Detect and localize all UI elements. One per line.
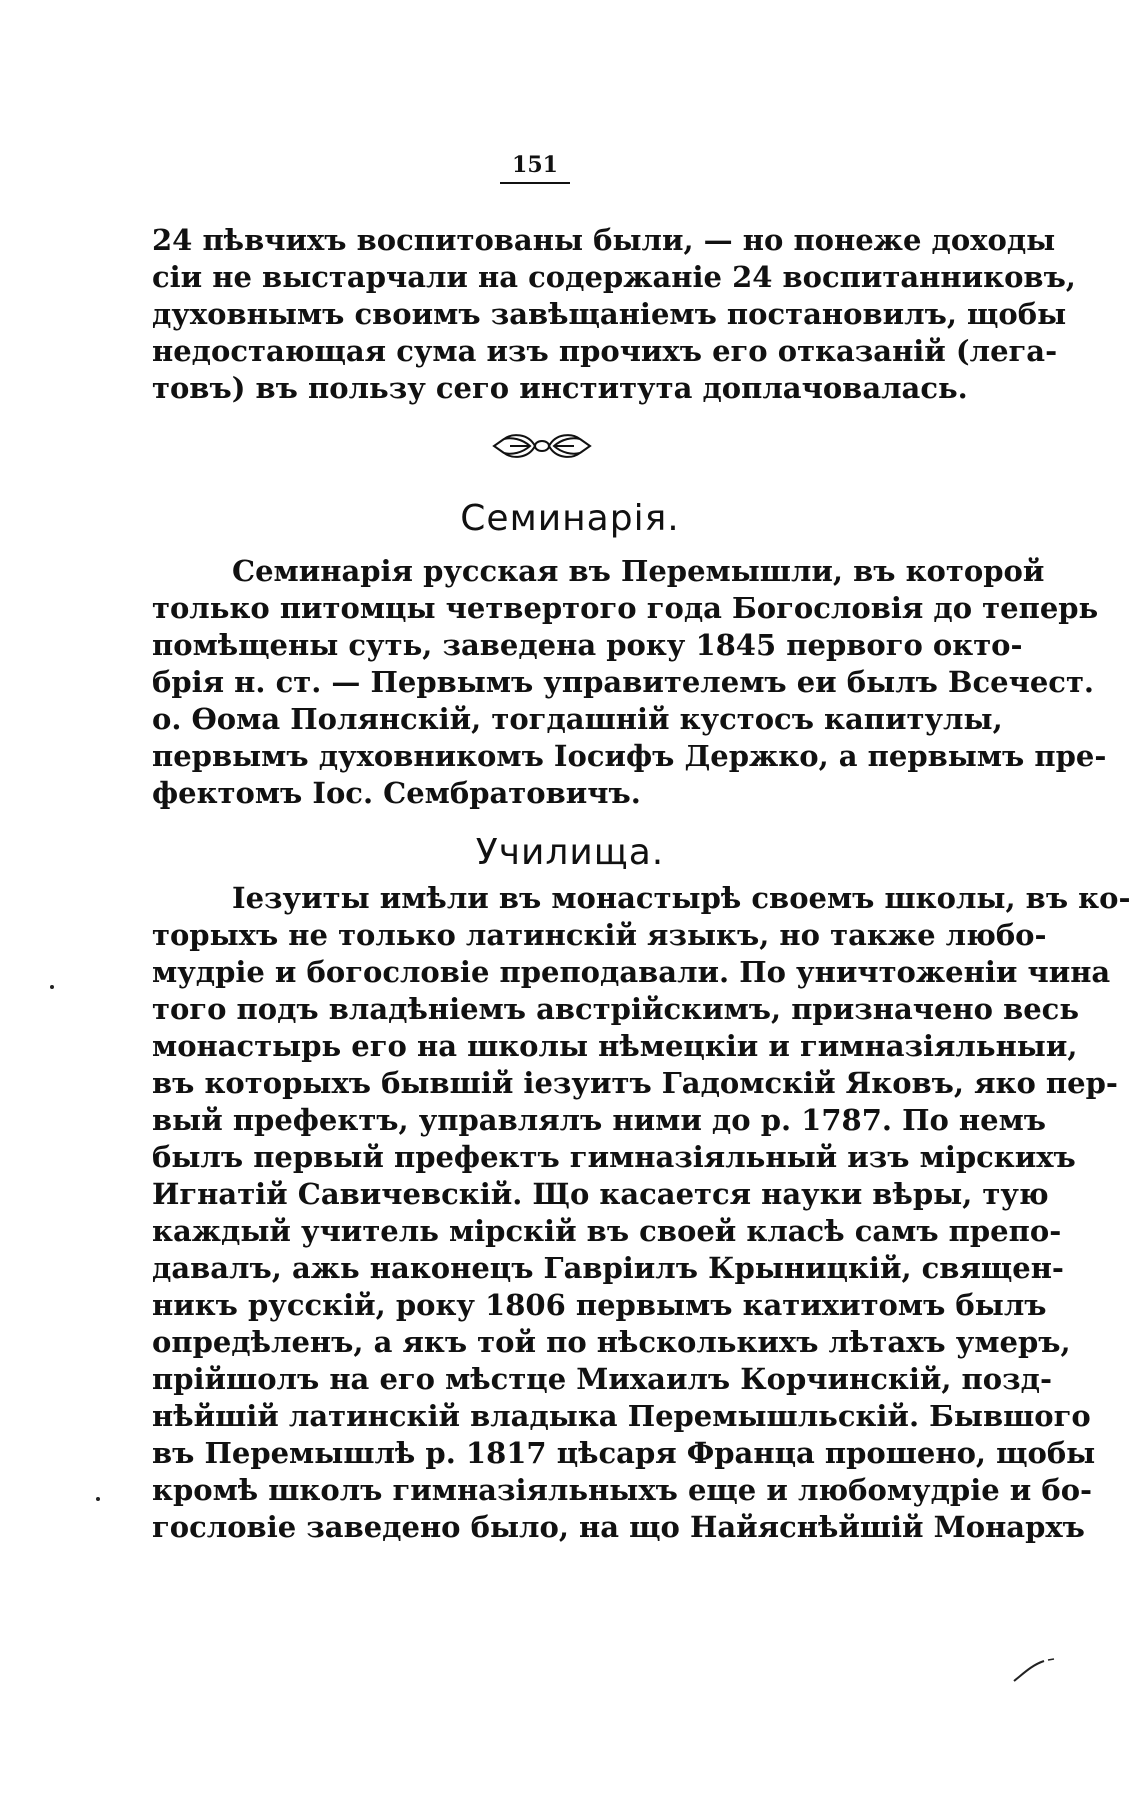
text-line: кромѣ школъ гимназіяльныхъ еще и любомудріе и бо- [152, 1473, 1093, 1507]
text-line: Игнатій Савичевскій. Що касается науки вѣры, тую [152, 1177, 1049, 1211]
ink-speck [50, 985, 54, 989]
text-line: опредѣленъ, а якъ той по нѣсколькихъ лѣтахъ умеръ, [152, 1325, 1071, 1359]
text-line: товъ) въ пользу сего института доплачовалась. [152, 371, 968, 405]
paragraph-schools [152, 880, 1131, 1546]
paragraph-continuation [152, 222, 1076, 407]
text-line: только питомцы четвертого года Богословія до теперь [152, 591, 1099, 625]
section-heading-seminary: Семинарія. [460, 498, 680, 539]
section-heading-schools: Училища. [475, 832, 665, 873]
text-line: мудріе и богословіе преподавали. По уничтоженіи чина [152, 955, 1111, 989]
text-line: торыхъ не только латинскій языкъ, но также любо- [152, 918, 1047, 952]
page-number: 151 [500, 152, 570, 184]
text-line: въ Перемышлѣ р. 1817 цѣсаря Франца прошено, щобы [152, 1436, 1096, 1470]
pencil-mark-icon [1010, 1655, 1060, 1685]
text-line: брія н. ст. — Первымъ управителемъ еи былъ Всечест. [152, 665, 1095, 699]
text-line: каждый учитель мірскій въ своей класѣ самъ препо- [152, 1214, 1062, 1248]
text-line: помѣщены суть, заведена року 1845 первого окто- [152, 628, 1023, 662]
text-line: монастырь его на школы нѣмецкіи и гимназіяльныи, [152, 1029, 1078, 1063]
text-line: Семинарія русская въ Перемышли, въ которой [232, 554, 1045, 588]
text-line: 24 пѣвчихъ воспитованы были, — но понеже доходы [152, 223, 1056, 257]
text-line: духовнымъ своимъ завѣщаніемъ постановилъ, щобы [152, 297, 1067, 331]
text-line: фектомъ Іос. Сембратовичъ. [152, 776, 641, 810]
text-line: того подъ владѣніемъ австрійскимъ, призначено весь [152, 992, 1080, 1026]
floral-ornament-icon [490, 425, 595, 467]
text-line: гословіе заведено было, на що Найяснѣйшій Монархъ [152, 1510, 1085, 1544]
ink-speck [96, 1497, 100, 1501]
text-line: о. Ѳома Полянскій, тогдашній кустосъ капитулы, [152, 702, 1003, 736]
text-line: первымъ духовникомъ Іосифъ Держко, а первымъ пре- [152, 739, 1107, 773]
text-line: въ которыхъ бывшій іезуитъ Гадомскій Яковъ, яко пер- [152, 1066, 1118, 1100]
text-line: сіи не выстарчали на содержаніе 24 воспитанниковъ, [152, 260, 1076, 294]
text-line: недостающая сума изъ прочихъ его отказаній (легa- [152, 334, 1058, 368]
text-line: Іезуиты имѣли въ монастырѣ своемъ школы, въ ко- [232, 881, 1131, 915]
text-line: никъ русскій, року 1806 первымъ катихитомъ былъ [152, 1288, 1047, 1322]
text-line: былъ первый префектъ гимназіяльный изъ мірскихъ [152, 1140, 1076, 1174]
text-line: нѣйшій латинскій владыка Перемышльскій. Бывшого [152, 1399, 1091, 1433]
text-line: прійшолъ на его мѣстце Михаилъ Корчинскій, позд- [152, 1362, 1052, 1396]
text-line: вый префектъ, управлялъ ними до р. 1787. По немъ [152, 1103, 1047, 1137]
text-line: давалъ, ажь наконецъ Гавріилъ Крыницкій, священ- [152, 1251, 1064, 1285]
paragraph-seminary [152, 553, 1107, 812]
